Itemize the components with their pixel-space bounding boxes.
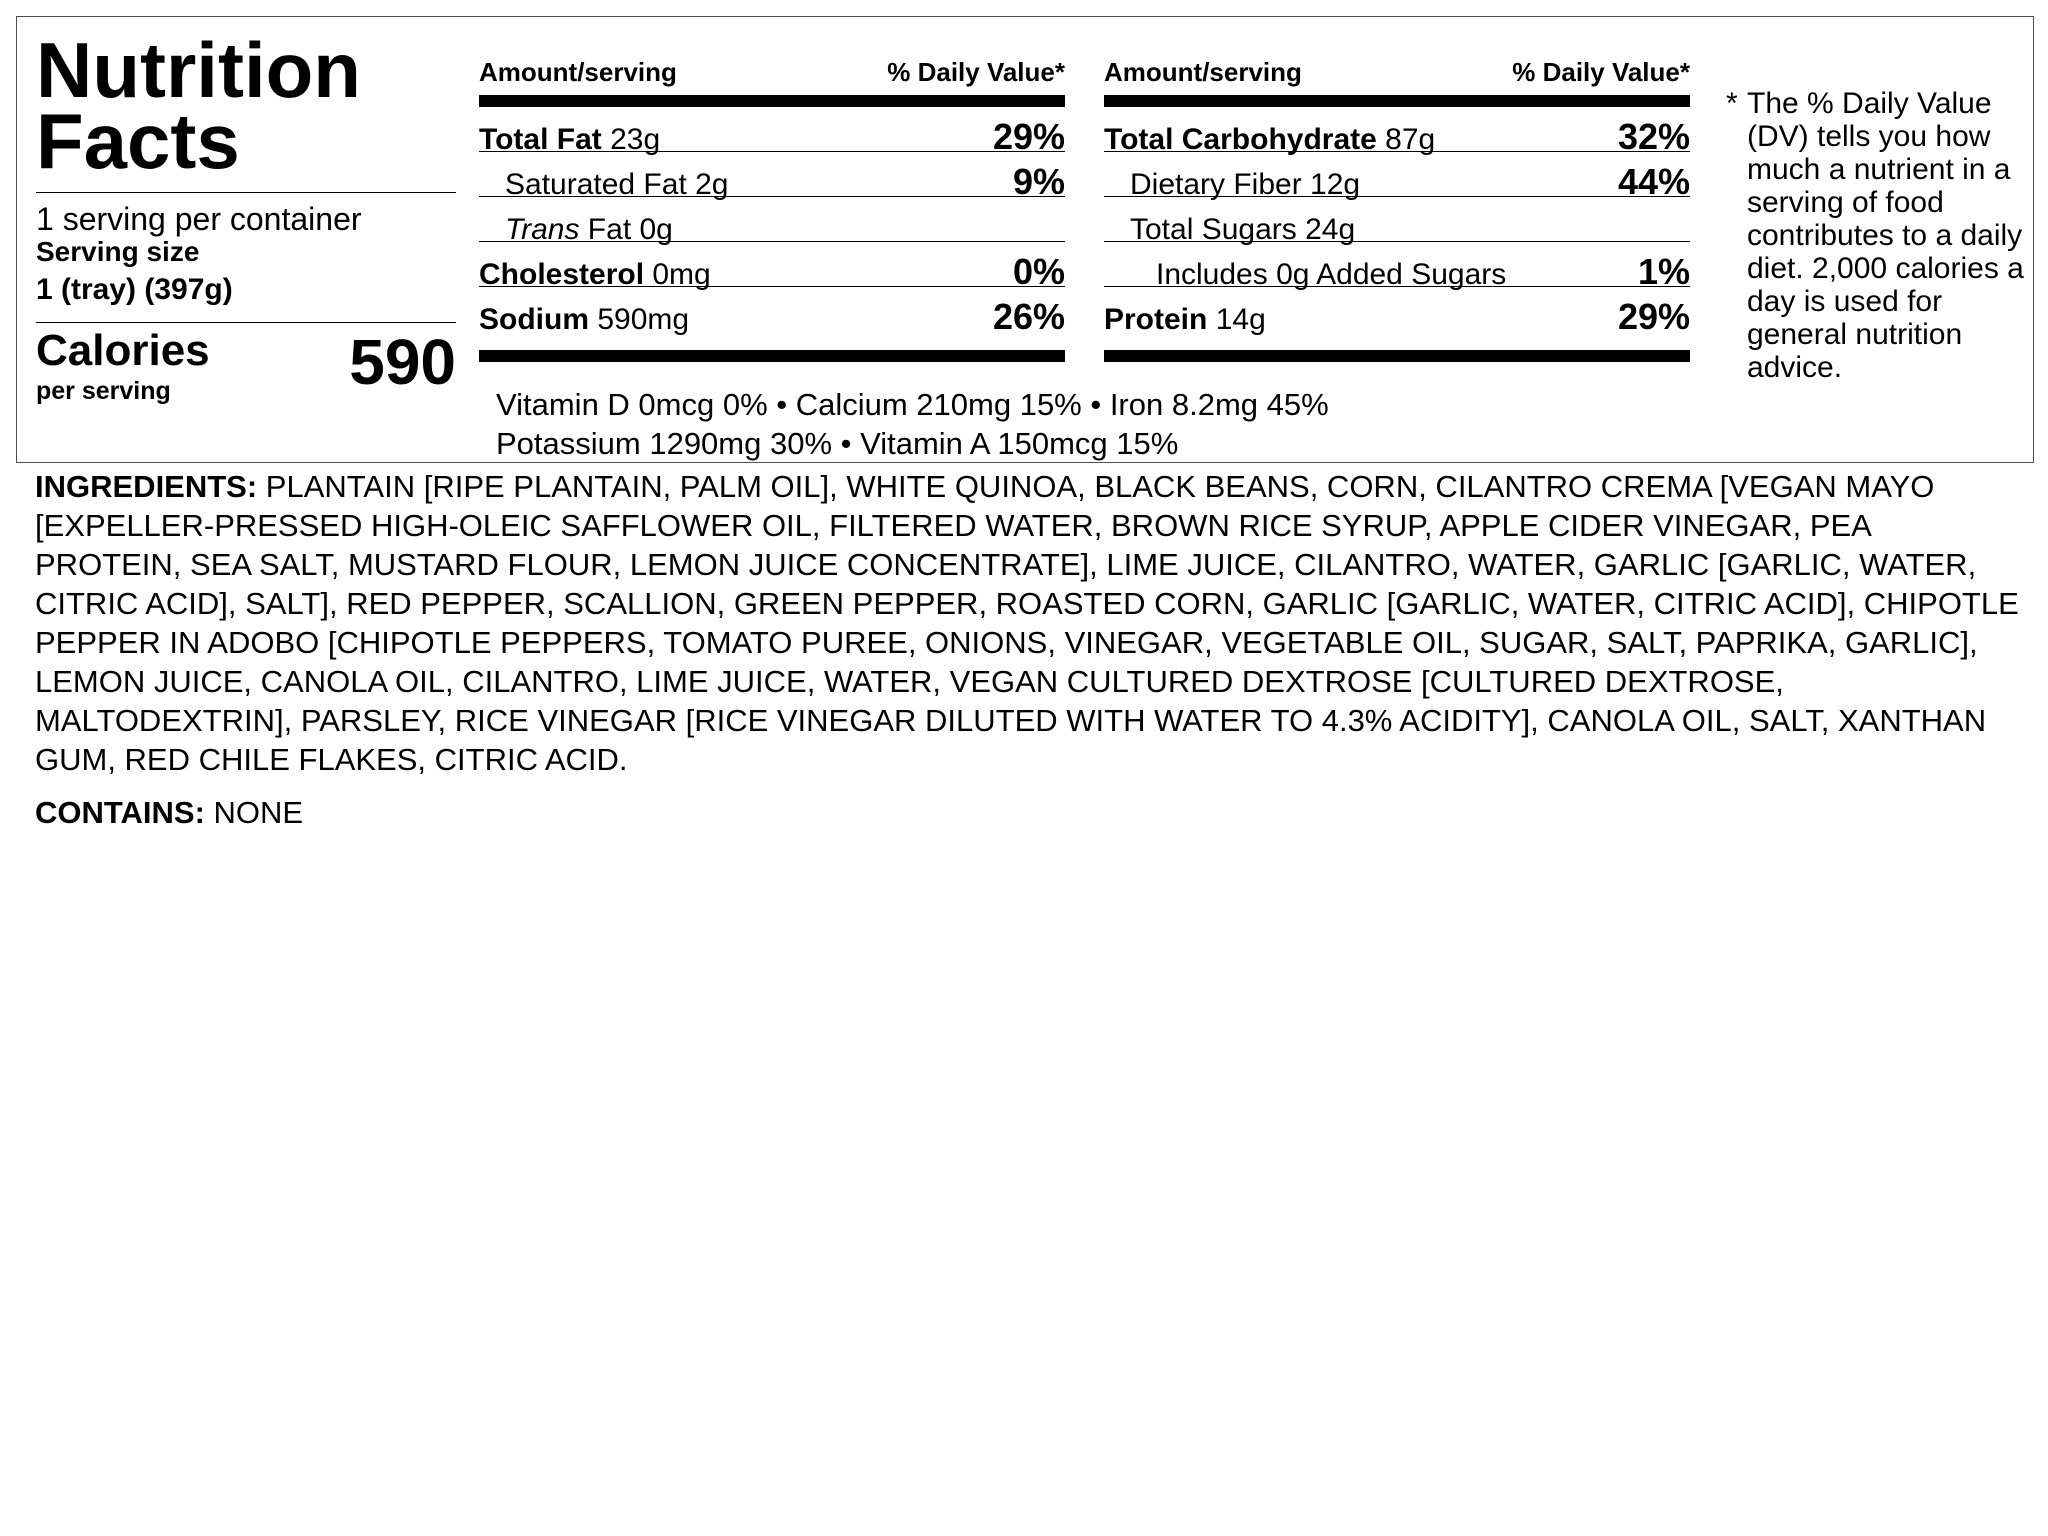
nutrient-row-total-sugars <box>1104 197 1690 246</box>
nutrient-row-saturated-fat <box>479 152 1065 202</box>
nutrient-daily-value: 44% <box>1617 161 1690 202</box>
nutrient-name: Sodium <box>479 303 589 336</box>
nutrient-daily-value: 32% <box>1617 116 1690 157</box>
nutrient-amount: 23g <box>601 123 661 156</box>
divider <box>36 322 456 323</box>
nutrient-daily-value: 0% <box>1012 251 1065 292</box>
per-serving-label: per serving <box>36 377 171 405</box>
serving-size-value: 1 (tray) (397g) <box>36 273 233 306</box>
nutrient-amount: 12g <box>1301 168 1361 201</box>
nutrient-amount: Fat 0g <box>579 213 673 246</box>
thick-rule <box>479 95 1065 107</box>
ingredients-text: PLANTAIN [RIPE PLANTAIN, PALM OIL], WHITE QUINOA, BLACK BEANS, CORN, CILANTRO CREMA [VEGAN MAYO [EXPELLER-PRESSED HIGH-OLEIC SAFFLOWER OIL, FILTERED WATER, BROWN RICE SYRUP, APPLE CIDER VINEGAR, PEA PROTEIN, SEA SALT, MUSTARD FLOUR, LEMON JUICE CONCENTRATE], LIME JUICE, CILANTRO, WATER, GARLIC [GARLIC, WATER, CITRIC ACID], SALT], RED PEPPER, SCALLION, GREEN PEPPER, ROASTED CORN, GARLIC [GARLIC, WATER, CITRIC ACID], CHIPOTLE PEPPER IN ADOBO [CHIPOTLE PEPPERS, TOMATO PUREE, ONIONS, VINEGAR, VEGETABLE OIL, SUGAR, SALT, PAPRIKA, GARLIC], LEMON JUICE, CANOLA OIL, CILANTRO, LIME JUICE, WATER, VEGAN CULTURED DEXTROSE [CULTURED DEXTROSE, MALTODEXTRIN], PARSLEY, RICE VINEGAR [RICE VINEGAR DILUTED WITH WATER TO 4.3% ACIDITY], CANOLA OIL, SALT, XANTHAN GUM, RED CHILE FLAKES, CITRIC ACID. <box>35 469 2019 777</box>
nutrient-amount: 14g <box>1207 303 1266 336</box>
nutrient-amount: 2g <box>686 168 729 201</box>
amount-per-serving-header: Amount/serving <box>1104 57 1302 87</box>
title-line-1: Nutrition <box>36 26 361 114</box>
footnote-text: The % Daily Value (DV) tells you how much a nutrient in a serving of food contributes to a daily diet. 2,000 calories a day is used for general nutrition advice. <box>1747 87 2024 384</box>
nutrient-name: Trans <box>505 213 580 246</box>
nutrient-row-dietary-fiber <box>1104 152 1690 202</box>
nutrient-row-total-fat <box>479 107 1065 157</box>
allergen-statement <box>35 793 303 832</box>
contains-label: CONTAINS: <box>35 795 205 830</box>
ingredients-label: INGREDIENTS: <box>35 469 258 504</box>
nutrient-name: Includes 0g Added Sugars <box>1156 258 1507 291</box>
nutrient-row-cholesterol <box>479 242 1065 292</box>
nutrient-daily-value: 29% <box>1617 296 1690 337</box>
nutrient-daily-value: 9% <box>1012 161 1065 202</box>
nutrient-row-added-sugars <box>1104 242 1690 292</box>
nutrition-facts-title <box>36 26 361 185</box>
nutrient-name: Saturated Fat <box>505 168 687 201</box>
nutrient-daily-value: 29% <box>992 116 1065 157</box>
nutrition-facts-panel <box>16 16 2034 463</box>
thick-rule <box>1104 350 1690 362</box>
nutrient-row-total-carbohydrate <box>1104 107 1690 157</box>
nutrient-row-protein <box>1104 287 1690 337</box>
nutrient-amount: 590mg <box>589 303 690 336</box>
vitamins-line-2: Potassium 1290mg 30% • Vitamin A 150mcg 15% <box>496 426 1179 461</box>
calories-value: 590 <box>349 326 456 398</box>
ingredients-statement <box>35 467 2025 779</box>
nutrient-name: Total Fat <box>479 123 602 156</box>
thick-rule <box>1104 95 1690 107</box>
thick-rule <box>479 350 1065 362</box>
nutrient-name: Dietary Fiber <box>1130 168 1302 201</box>
amount-per-serving-header: Amount/serving <box>479 57 677 87</box>
nutrient-name: Cholesterol <box>479 258 645 291</box>
nutrient-amount: 87g <box>1376 123 1436 156</box>
title-line-2: Facts <box>36 97 240 185</box>
divider <box>36 192 456 193</box>
nutrient-amount: 0mg <box>644 258 711 291</box>
footnote-asterisk: * <box>1726 87 1738 120</box>
vitamins-minerals <box>496 385 1329 463</box>
vitamins-line-1: Vitamin D 0mcg 0% • Calcium 210mg 15% • Iron 8.2mg 45% <box>496 387 1329 422</box>
serving-size-label: Serving size <box>36 236 200 267</box>
nutrient-name: Total Sugars <box>1130 213 1297 246</box>
servings-per-container: 1 serving per container <box>36 201 362 237</box>
daily-value-header: % Daily Value* <box>887 57 1065 87</box>
nutrient-daily-value: 26% <box>992 296 1065 337</box>
nutrient-name: Total Carbohydrate <box>1104 123 1377 156</box>
nutrient-row-trans-fat <box>479 197 1065 246</box>
table-header <box>1104 56 1690 88</box>
table-header <box>479 56 1065 88</box>
nutrient-amount: 24g <box>1296 213 1356 246</box>
daily-value-header: % Daily Value* <box>1512 57 1690 87</box>
nutrient-daily-value: 1% <box>1637 251 1690 292</box>
calories-label: Calories <box>36 326 210 375</box>
nutrient-row-sodium <box>479 287 1065 337</box>
nutrient-name: Protein <box>1104 303 1208 336</box>
contains-text: NONE <box>204 795 304 830</box>
